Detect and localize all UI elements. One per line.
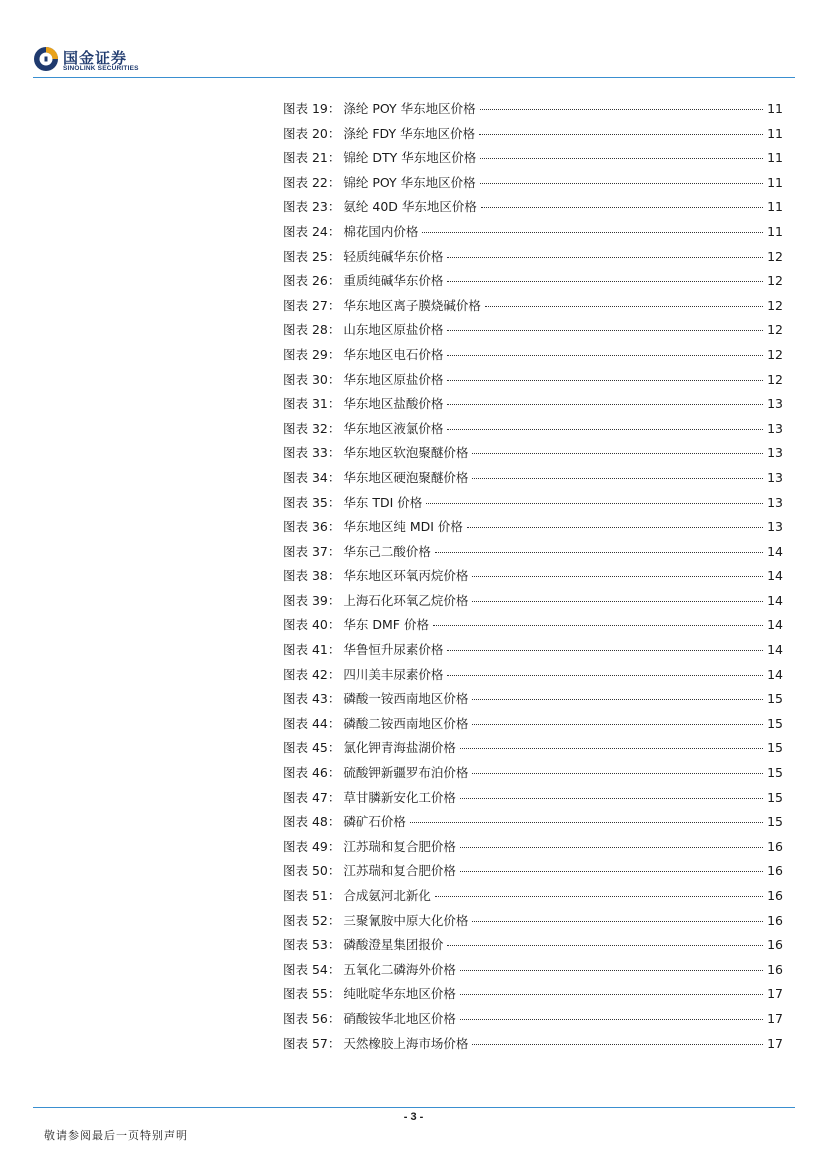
toc-entry-page: 16 [767, 937, 783, 953]
toc-entry[interactable] [283, 394, 783, 419]
toc-entry[interactable] [283, 984, 783, 1009]
toc-entry-page: 12 [767, 371, 783, 387]
toc-dot-leader [435, 896, 763, 897]
toc-entry-page: 16 [767, 912, 783, 928]
toc-dot-leader [460, 1019, 763, 1020]
toc-entry[interactable] [283, 468, 783, 493]
toc-dot-leader [447, 380, 763, 381]
toc-entry-prefix: 图表 37： [283, 543, 341, 559]
toc-entry-page: 12 [767, 297, 783, 313]
toc-entry-prefix: 图表 46： [283, 765, 341, 781]
toc-dot-leader [472, 453, 763, 454]
toc-entry-title: 华东地区液氯价格 [343, 420, 444, 436]
toc-entry[interactable] [283, 960, 783, 985]
toc-dot-leader [447, 429, 763, 430]
toc-entry-title: 江苏瑞和复合肥价格 [343, 863, 456, 879]
toc-dot-leader [460, 847, 763, 848]
toc-entry-prefix: 图表 25： [283, 248, 341, 264]
toc-entry[interactable] [283, 517, 783, 542]
toc-entry-page: 13 [767, 420, 783, 436]
toc-entry-page: 11 [767, 223, 783, 239]
toc-entry[interactable] [283, 935, 783, 960]
toc-entry-title: 纯吡啶华东地区价格 [343, 986, 456, 1002]
toc-entry[interactable] [283, 370, 783, 395]
toc-dot-leader [472, 601, 763, 602]
toc-entry[interactable] [283, 542, 783, 567]
toc-entry-prefix: 图表 34： [283, 469, 341, 485]
toc-entry-page: 13 [767, 469, 783, 485]
toc-entry-page: 14 [767, 568, 783, 584]
toc-entry[interactable] [283, 99, 783, 124]
toc-entry[interactable] [283, 911, 783, 936]
toc-dot-leader [447, 355, 763, 356]
toc-entry[interactable] [283, 1009, 783, 1034]
toc-entry-prefix: 图表 27： [283, 297, 341, 313]
toc-dot-leader [426, 503, 763, 504]
toc-entry-prefix: 图表 33： [283, 445, 341, 461]
toc-entry-prefix: 图表 50： [283, 863, 341, 879]
toc-entry-page: 15 [767, 765, 783, 781]
toc-entry-prefix: 图表 40： [283, 617, 341, 633]
toc-entry-title: 华东地区离子膜烧碱价格 [343, 297, 481, 313]
toc-dot-leader [485, 306, 763, 307]
toc-entry-page: 14 [767, 642, 783, 658]
toc-entry-prefix: 图表 35： [283, 494, 341, 510]
toc-entry-prefix: 图表 52： [283, 912, 341, 928]
toc-entry-title: 四川美丰尿素价格 [343, 666, 444, 682]
toc-entry-title: 氨纶 40D 华东地区价格 [343, 199, 477, 215]
toc-dot-leader [433, 625, 763, 626]
toc-entry-title: 华东己二酸价格 [343, 543, 431, 559]
toc-entry[interactable] [283, 345, 783, 370]
toc-dot-leader [460, 748, 763, 749]
toc-entry-page: 13 [767, 519, 783, 535]
toc-dot-leader [460, 994, 763, 995]
toc-entry-title: 草甘膦新安化工价格 [343, 789, 456, 805]
figure-table-of-contents [283, 99, 783, 1058]
toc-dot-leader [472, 724, 763, 725]
toc-entry[interactable] [283, 566, 783, 591]
toc-dot-leader [481, 207, 763, 208]
toc-entry[interactable] [283, 173, 783, 198]
toc-entry[interactable] [283, 689, 783, 714]
toc-entry[interactable] [283, 640, 783, 665]
toc-entry-prefix: 图表 44： [283, 715, 341, 731]
toc-entry[interactable] [283, 861, 783, 886]
toc-entry-title: 磷酸二铵西南地区价格 [343, 715, 469, 731]
toc-entry-page: 17 [767, 986, 783, 1002]
toc-entry-page: 14 [767, 666, 783, 682]
toc-entry-title: 华东地区环氧丙烷价格 [343, 568, 469, 584]
toc-entry[interactable] [283, 788, 783, 813]
footer-divider [33, 1107, 795, 1108]
toc-dot-leader [460, 798, 763, 799]
toc-entry-page: 15 [767, 789, 783, 805]
toc-entry-page: 12 [767, 248, 783, 264]
toc-dot-leader [472, 699, 763, 700]
toc-entry-prefix: 图表 42： [283, 666, 341, 682]
toc-entry-prefix: 图表 29： [283, 346, 341, 362]
toc-entry-page: 15 [767, 715, 783, 731]
toc-entry[interactable] [283, 296, 783, 321]
toc-entry-title: 华东地区电石价格 [343, 346, 444, 362]
toc-dot-leader [447, 675, 763, 676]
toc-entry-title: 上海石化环氧乙烷价格 [343, 592, 469, 608]
toc-dot-leader [472, 576, 763, 577]
toc-entry-prefix: 图表 39： [283, 592, 341, 608]
toc-entry-title: 磷矿石价格 [343, 814, 406, 830]
toc-entry-page: 14 [767, 617, 783, 633]
page-number: - 3 - [403, 1111, 424, 1123]
toc-entry-prefix: 图表 28： [283, 322, 341, 338]
toc-entry-title: 华鲁恒升尿素价格 [343, 642, 444, 658]
toc-dot-leader [447, 257, 763, 258]
toc-entry-page: 13 [767, 445, 783, 461]
toc-entry-title: 涤纶 FDY 华东地区价格 [343, 125, 476, 141]
toc-entry[interactable] [283, 837, 783, 862]
toc-dot-leader [472, 478, 763, 479]
toc-entry[interactable] [283, 591, 783, 616]
toc-entry[interactable] [283, 763, 783, 788]
toc-dot-leader [467, 527, 763, 528]
toc-entry[interactable] [283, 812, 783, 837]
toc-dot-leader [480, 158, 763, 159]
toc-entry[interactable] [283, 615, 783, 640]
toc-entry-prefix: 图表 22： [283, 174, 341, 190]
toc-entry-prefix: 图表 49： [283, 838, 341, 854]
toc-entry-prefix: 图表 23： [283, 199, 341, 215]
toc-entry-page: 13 [767, 396, 783, 412]
toc-entry[interactable] [283, 320, 783, 345]
toc-dot-leader [410, 822, 763, 823]
toc-entry-title: 江苏瑞和复合肥价格 [343, 838, 456, 854]
logo-mark-icon [33, 46, 59, 72]
toc-entry-title: 华东地区纯 MDI 价格 [343, 519, 463, 535]
toc-entry-title: 重质纯碱华东价格 [343, 273, 444, 289]
toc-entry-prefix: 图表 36： [283, 519, 341, 535]
toc-entry-page: 16 [767, 961, 783, 977]
toc-dot-leader [479, 134, 763, 135]
toc-entry-title: 棉花国内价格 [343, 223, 419, 239]
toc-entry-title: 华东地区盐酸价格 [343, 396, 444, 412]
toc-entry-page: 16 [767, 838, 783, 854]
toc-entry-prefix: 图表 24： [283, 223, 341, 239]
toc-entry-title: 华东 DMF 价格 [343, 617, 429, 633]
toc-entry[interactable] [283, 197, 783, 222]
disclaimer-text: 敬请参阅最后一页特别声明 [44, 1129, 188, 1142]
toc-dot-leader [447, 945, 763, 946]
toc-entry-page: 15 [767, 814, 783, 830]
toc-entry-title: 华东地区原盐价格 [343, 371, 444, 387]
header-divider [33, 77, 795, 78]
toc-entry-prefix: 图表 21： [283, 150, 341, 166]
toc-entry-title: 华东地区硬泡聚醚价格 [343, 469, 469, 485]
toc-dot-leader [472, 773, 763, 774]
toc-entry-page: 13 [767, 494, 783, 510]
company-logo [33, 46, 153, 76]
toc-entry[interactable] [283, 148, 783, 173]
toc-dot-leader [447, 281, 763, 282]
toc-entry-prefix: 图表 57： [283, 1035, 341, 1051]
toc-entry-title: 华东地区软泡聚醚价格 [343, 445, 469, 461]
toc-entry-prefix: 图表 45： [283, 740, 341, 756]
toc-entry-prefix: 图表 26： [283, 273, 341, 289]
toc-entry[interactable] [283, 124, 783, 149]
toc-entry-prefix: 图表 56： [283, 1010, 341, 1026]
toc-entry-title: 轻质纯碱华东价格 [343, 248, 444, 264]
toc-entry-prefix: 图表 47： [283, 789, 341, 805]
toc-entry-page: 12 [767, 273, 783, 289]
toc-entry-page: 14 [767, 592, 783, 608]
toc-entry-prefix: 图表 19： [283, 101, 341, 116]
toc-entry[interactable] [283, 222, 783, 247]
toc-entry-page: 11 [767, 101, 783, 116]
toc-entry-title: 山东地区原盐价格 [343, 322, 444, 338]
toc-entry-title: 合成氨河北新化 [343, 888, 431, 903]
toc-entry[interactable] [283, 271, 783, 296]
toc-dot-leader [447, 330, 763, 331]
toc-entry-title: 磷酸一铵西南地区价格 [343, 691, 469, 707]
toc-dot-leader [447, 650, 763, 651]
toc-entry-prefix: 图表 30： [283, 371, 341, 387]
toc-entry-title: 涤纶 POY 华东地区价格 [343, 101, 476, 116]
toc-entry-prefix: 图表 53： [283, 937, 341, 953]
toc-entry-page: 11 [767, 150, 783, 166]
toc-entry-title: 硫酸钾新疆罗布泊价格 [343, 765, 469, 781]
toc-dot-leader [472, 1044, 763, 1045]
toc-dot-leader [480, 183, 763, 184]
toc-entry-prefix: 图表 51： [283, 888, 341, 903]
toc-entry-title: 锦纶 DTY 华东地区价格 [343, 150, 477, 166]
toc-entry-title: 硝酸铵华北地区价格 [343, 1010, 456, 1026]
toc-entry-prefix: 图表 54： [283, 961, 341, 977]
toc-entry[interactable] [283, 665, 783, 690]
toc-entry-page: 16 [767, 888, 783, 903]
toc-dot-leader [422, 232, 763, 233]
toc-entry-prefix: 图表 38： [283, 568, 341, 584]
toc-entry-page: 17 [767, 1010, 783, 1026]
toc-entry[interactable] [283, 247, 783, 272]
logo-chinese-name: 国金证券 [63, 49, 128, 67]
toc-entry-page: 12 [767, 346, 783, 362]
toc-entry[interactable] [283, 714, 783, 739]
toc-entry-page: 11 [767, 125, 783, 141]
toc-entry-page: 15 [767, 691, 783, 707]
toc-dot-leader [435, 552, 763, 553]
toc-dot-leader [447, 404, 763, 405]
toc-entry[interactable] [283, 493, 783, 518]
toc-entry-page: 17 [767, 1035, 783, 1051]
toc-entry-title: 氯化钾青海盐湖价格 [343, 740, 456, 756]
toc-entry-title: 磷酸澄星集团报价 [343, 937, 444, 953]
toc-entry-page: 14 [767, 543, 783, 559]
toc-entry-title: 三聚氰胺中原大化价格 [343, 912, 469, 928]
toc-dot-leader [460, 871, 763, 872]
toc-entry[interactable] [283, 1034, 783, 1059]
logo-english-name: SINOLINK SECURITIES [63, 65, 139, 72]
toc-entry[interactable] [283, 443, 783, 468]
toc-dot-leader [472, 921, 763, 922]
toc-dot-leader [480, 109, 763, 110]
toc-entry[interactable] [283, 886, 783, 911]
toc-entry-page: 11 [767, 174, 783, 190]
toc-entry[interactable] [283, 419, 783, 444]
toc-entry-prefix: 图表 55： [283, 986, 341, 1002]
toc-entry-prefix: 图表 43： [283, 691, 341, 707]
toc-entry-title: 锦纶 POY 华东地区价格 [343, 174, 476, 190]
toc-entry-prefix: 图表 32： [283, 420, 341, 436]
toc-entry-page: 15 [767, 740, 783, 756]
toc-entry-prefix: 图表 48： [283, 814, 341, 830]
toc-entry-page: 16 [767, 863, 783, 879]
toc-entry-prefix: 图表 31： [283, 396, 341, 412]
toc-dot-leader [460, 970, 763, 971]
toc-entry-title: 天然橡胶上海市场价格 [343, 1035, 469, 1051]
toc-entry-page: 12 [767, 322, 783, 338]
toc-entry-title: 五氧化二磷海外价格 [343, 961, 456, 977]
page-header [0, 0, 827, 80]
toc-entry-prefix: 图表 41： [283, 642, 341, 658]
toc-entry-title: 华东 TDI 价格 [343, 494, 423, 510]
toc-entry-page: 11 [767, 199, 783, 215]
toc-entry-prefix: 图表 20： [283, 125, 341, 141]
toc-entry[interactable] [283, 738, 783, 763]
